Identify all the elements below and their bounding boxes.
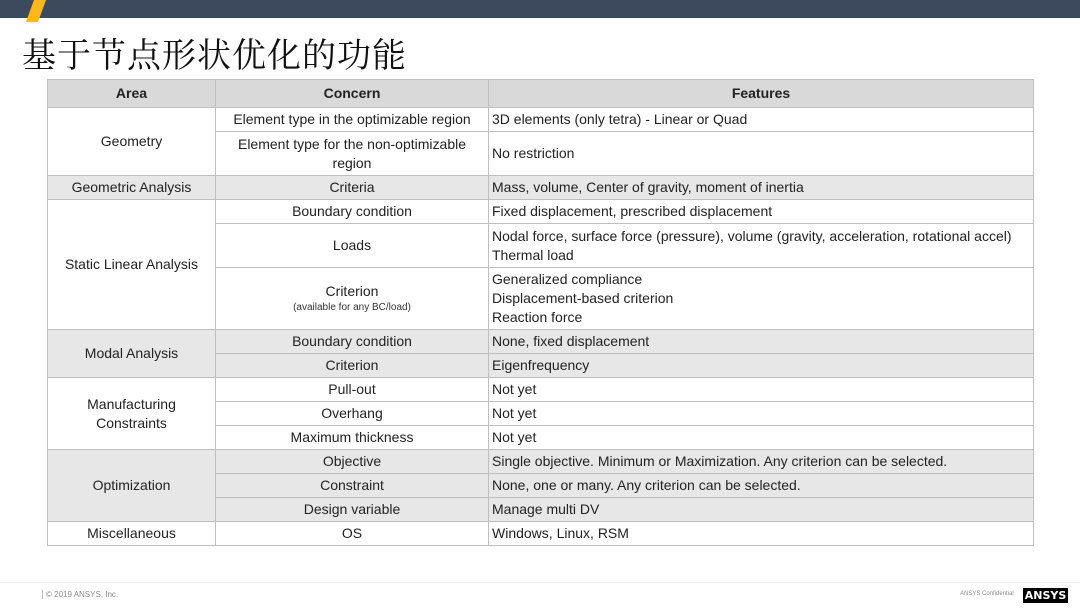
features-cell: 3D elements (only tetra) - Linear or Quad [489, 108, 1034, 132]
table-row [48, 522, 1034, 546]
features-cell: Eigenfrequency [489, 354, 1034, 378]
features-cell: No restriction [489, 132, 1034, 176]
features-cell: Mass, volume, Center of gravity, moment of inertia [489, 176, 1034, 200]
header-row [48, 80, 1034, 108]
concern-cell: Loads [216, 224, 489, 268]
concern-cell: Criteria [216, 176, 489, 200]
concern-cell [216, 268, 489, 330]
confidential-label: ANSYS Confidential [960, 591, 1014, 597]
copyright-text: © 2019 ANSYS, Inc. [42, 590, 118, 599]
area-cell: Geometric Analysis [48, 176, 216, 200]
header-features: Features [489, 80, 1034, 108]
concern-cell: Maximum thickness [216, 426, 489, 450]
table-row [48, 330, 1034, 354]
slide-title: 基于节点形状优化的功能 [22, 36, 407, 76]
features-line: Reaction force [492, 309, 583, 325]
features-cell: Not yet [489, 426, 1034, 450]
table-row [48, 108, 1034, 132]
area-cell [48, 378, 216, 450]
table-row [48, 176, 1034, 200]
area-cell: Geometry [48, 108, 216, 176]
header-area: Area [48, 80, 216, 108]
concern-note: (available for any BC/load) [293, 302, 411, 313]
features-cell: Windows, Linux, RSM [489, 522, 1034, 546]
features-cell: Single objective. Minimum or Maximization. Any criterion can be selected. [489, 450, 1034, 474]
features-cell: Fixed displacement, prescribed displacement [489, 200, 1034, 224]
concern-cell: Pull-out [216, 378, 489, 402]
concern-cell: Boundary condition [216, 330, 489, 354]
features-line: Thermal load [492, 246, 574, 263]
top-banner [0, 0, 1080, 18]
table-row [48, 450, 1034, 474]
concern-cell: Element type in the optimizable region [216, 108, 489, 132]
concern-cell: Overhang [216, 402, 489, 426]
area-cell: Miscellaneous [48, 522, 216, 546]
features-cell: None, fixed displacement [489, 330, 1034, 354]
area-cell: Static Linear Analysis [48, 200, 216, 330]
features-cell: None, one or many. Any criterion can be selected. [489, 474, 1034, 498]
concern-cell: Objective [216, 450, 489, 474]
features-line: Displacement-based criterion [492, 290, 674, 306]
features-line: Nodal force, surface force (pressure), volume (gravity, acceleration, rotational accel) [492, 227, 1012, 244]
concern-cell: Boundary condition [216, 200, 489, 224]
features-cell: Not yet [489, 402, 1034, 426]
features-cell [489, 268, 1034, 330]
concern-label: Criterion [325, 283, 379, 299]
concern-cell: Design variable [216, 498, 489, 522]
features-line: Generalized compliance [492, 271, 643, 287]
feature-table [47, 79, 1034, 546]
area-line: Constraints [96, 414, 167, 431]
footer-divider [0, 582, 1080, 583]
table-row [48, 378, 1034, 402]
concern-cell: OS [216, 522, 489, 546]
header-concern: Concern [216, 80, 489, 108]
area-line: Manufacturing [87, 395, 176, 412]
features-cell [489, 224, 1034, 268]
area-cell: Optimization [48, 450, 216, 522]
table-row [48, 200, 1034, 224]
features-cell: Manage multi DV [489, 498, 1034, 522]
features-cell: Not yet [489, 378, 1034, 402]
concern-cell: Element type for the non-optimizable region [216, 132, 489, 176]
concern-cell: Constraint [216, 474, 489, 498]
ansys-logo: ANSYS [1024, 589, 1067, 602]
area-cell: Modal Analysis [48, 330, 216, 378]
concern-cell: Criterion [216, 354, 489, 378]
